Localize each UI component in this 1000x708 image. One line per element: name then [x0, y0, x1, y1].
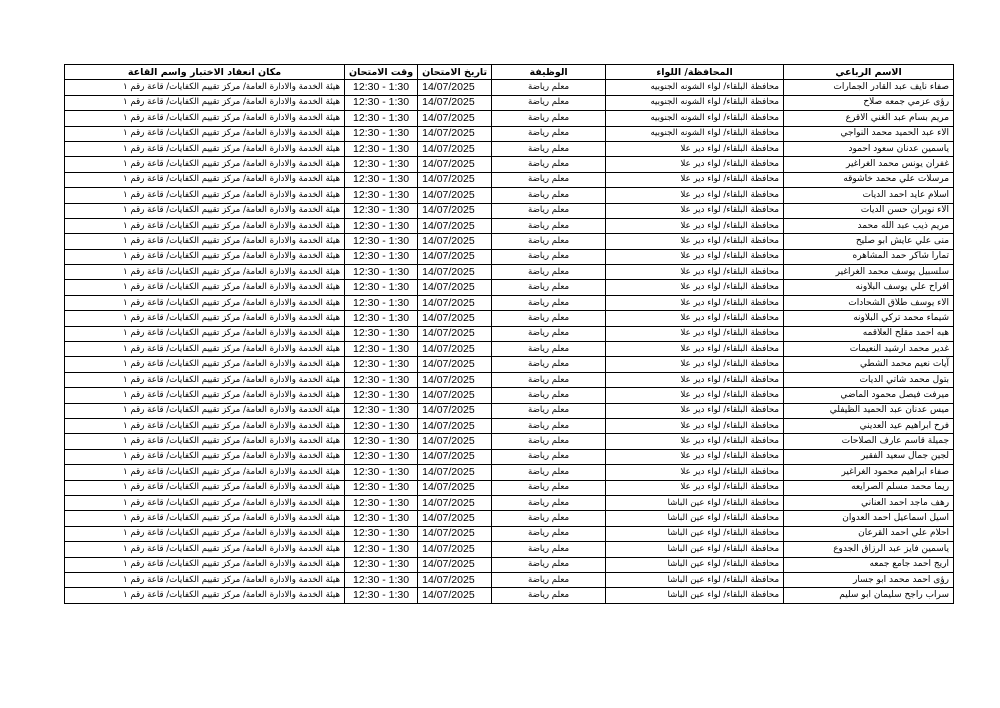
cell-job: معلم رياضة: [492, 234, 606, 249]
table-row: [65, 265, 954, 280]
cell-exam-date: 14/07/2025: [418, 141, 492, 156]
table-row: [65, 95, 954, 110]
cell-name: افراح علي يوسف البلاونه: [784, 280, 954, 295]
cell-exam-time: 12:30 - 1:30: [345, 141, 418, 156]
cell-name: ياسمين عدنان سعود احمود: [784, 141, 954, 156]
table-row: [65, 249, 954, 264]
header-governorate: المحافظة/ اللواء: [606, 65, 784, 80]
cell-job: معلم رياضة: [492, 526, 606, 541]
table-row: [65, 434, 954, 449]
cell-exam-place: هيئة الخدمة والادارة العامة/ مركز تقييم الكفايات/ قاعة رقم ١: [65, 265, 345, 280]
cell-exam-date: 14/07/2025: [418, 542, 492, 557]
cell-job: معلم رياضة: [492, 280, 606, 295]
header-place: مكان انعقاد الاختبار واسم القاعة: [65, 65, 345, 80]
cell-name: مريم ذيب عبد الله محمد: [784, 218, 954, 233]
cell-exam-date: 14/07/2025: [418, 372, 492, 387]
cell-exam-time: 12:30 - 1:30: [345, 172, 418, 187]
cell-job: معلم رياضة: [492, 357, 606, 372]
table-row: [65, 418, 954, 433]
cell-name: لجين جمال سعيد الفقير: [784, 449, 954, 464]
table-row: [65, 588, 954, 603]
cell-exam-time: 12:30 - 1:30: [345, 495, 418, 510]
table-row: [65, 188, 954, 203]
cell-governorate: محافظة البلقاء/ لواء عين الباشا: [606, 588, 784, 603]
cell-exam-date: 14/07/2025: [418, 572, 492, 587]
cell-exam-date: 14/07/2025: [418, 342, 492, 357]
cell-exam-place: هيئة الخدمة والادارة العامة/ مركز تقييم الكفايات/ قاعة رقم ١: [65, 126, 345, 141]
cell-name: فرح ابراهيم عيد العديني: [784, 418, 954, 433]
cell-exam-place: هيئة الخدمة والادارة العامة/ مركز تقييم الكفايات/ قاعة رقم ١: [65, 542, 345, 557]
cell-exam-date: 14/07/2025: [418, 265, 492, 280]
cell-name: اسيل اسماعيل احمد العدوان: [784, 511, 954, 526]
cell-name: مرسلات علي محمد خاشوقه: [784, 172, 954, 187]
cell-name: هبه احمد مقلح العلاقمه: [784, 326, 954, 341]
cell-name: الاء يوسف طلاق الشحادات: [784, 295, 954, 310]
cell-exam-date: 14/07/2025: [418, 588, 492, 603]
cell-exam-place: هيئة الخدمة والادارة العامة/ مركز تقييم الكفايات/ قاعة رقم ١: [65, 403, 345, 418]
cell-exam-date: 14/07/2025: [418, 480, 492, 495]
cell-exam-time: 12:30 - 1:30: [345, 418, 418, 433]
cell-exam-place: هيئة الخدمة والادارة العامة/ مركز تقييم الكفايات/ قاعة رقم ١: [65, 572, 345, 587]
table-row: [65, 480, 954, 495]
cell-exam-place: هيئة الخدمة والادارة العامة/ مركز تقييم الكفايات/ قاعة رقم ١: [65, 511, 345, 526]
cell-name: الاء عبد الحميد محمد النواجي: [784, 126, 954, 141]
table-row: [65, 342, 954, 357]
table-row: [65, 449, 954, 464]
table-row: [65, 157, 954, 172]
cell-exam-time: 12:30 - 1:30: [345, 280, 418, 295]
cell-job: معلم رياضة: [492, 542, 606, 557]
cell-exam-time: 12:30 - 1:30: [345, 157, 418, 172]
table-row: [65, 465, 954, 480]
table-row: [65, 357, 954, 372]
cell-exam-date: 14/07/2025: [418, 557, 492, 572]
table-row: [65, 557, 954, 572]
cell-exam-date: 14/07/2025: [418, 249, 492, 264]
table-row: [65, 388, 954, 403]
cell-governorate: محافظة البلقاء/ لواء دير علا: [606, 342, 784, 357]
cell-exam-time: 12:30 - 1:30: [345, 465, 418, 480]
cell-job: معلم رياضة: [492, 511, 606, 526]
cell-governorate: محافظة البلقاء/ لواء دير علا: [606, 311, 784, 326]
cell-exam-place: هيئة الخدمة والادارة العامة/ مركز تقييم الكفايات/ قاعة رقم ١: [65, 480, 345, 495]
header-date: تاريخ الامتحان: [418, 65, 492, 80]
cell-name: سلسبيل يوسف محمد الغراغير: [784, 265, 954, 280]
cell-exam-place: هيئة الخدمة والادارة العامة/ مركز تقييم الكفايات/ قاعة رقم ١: [65, 295, 345, 310]
cell-job: معلم رياضة: [492, 95, 606, 110]
table-row: [65, 172, 954, 187]
table-row: [65, 495, 954, 510]
cell-exam-time: 12:30 - 1:30: [345, 111, 418, 126]
cell-governorate: محافظة البلقاء/ لواء دير علا: [606, 449, 784, 464]
cell-job: معلم رياضة: [492, 111, 606, 126]
cell-governorate: محافظة البلقاء/ لواء عين الباشا: [606, 542, 784, 557]
cell-governorate: محافظة البلقاء/ لواء دير علا: [606, 295, 784, 310]
cell-governorate: محافظة البلقاء/ لواء دير علا: [606, 388, 784, 403]
cell-name: غفران يونس محمد الغراغير: [784, 157, 954, 172]
cell-exam-time: 12:30 - 1:30: [345, 372, 418, 387]
cell-exam-date: 14/07/2025: [418, 80, 492, 95]
cell-governorate: محافظة البلقاء/ لواء دير علا: [606, 418, 784, 433]
table-row: [65, 295, 954, 310]
cell-name: رؤى عزمي جمعه صلاح: [784, 95, 954, 110]
cell-job: معلم رياضة: [492, 342, 606, 357]
table-row: [65, 372, 954, 387]
cell-exam-time: 12:30 - 1:30: [345, 95, 418, 110]
cell-exam-place: هيئة الخدمة والادارة العامة/ مركز تقييم الكفايات/ قاعة رقم ١: [65, 526, 345, 541]
table-row: [65, 542, 954, 557]
cell-exam-date: 14/07/2025: [418, 326, 492, 341]
cell-governorate: محافظة البلقاء/ لواء دير علا: [606, 434, 784, 449]
header-job: الوظيفة: [492, 65, 606, 80]
cell-exam-date: 14/07/2025: [418, 295, 492, 310]
cell-job: معلم رياضة: [492, 218, 606, 233]
cell-name: رهف ماجد احمد العناني: [784, 495, 954, 510]
cell-name: سراب راجح سليمان ابو سليم: [784, 588, 954, 603]
cell-job: معلم رياضة: [492, 295, 606, 310]
cell-exam-place: هيئة الخدمة والادارة العامة/ مركز تقييم الكفايات/ قاعة رقم ١: [65, 311, 345, 326]
cell-exam-time: 12:30 - 1:30: [345, 588, 418, 603]
cell-exam-date: 14/07/2025: [418, 449, 492, 464]
cell-exam-date: 14/07/2025: [418, 465, 492, 480]
cell-exam-place: هيئة الخدمة والادارة العامة/ مركز تقييم الكفايات/ قاعة رقم ١: [65, 218, 345, 233]
cell-job: معلم رياضة: [492, 465, 606, 480]
cell-exam-time: 12:30 - 1:30: [345, 249, 418, 264]
cell-exam-time: 12:30 - 1:30: [345, 572, 418, 587]
cell-exam-time: 12:30 - 1:30: [345, 265, 418, 280]
cell-exam-time: 12:30 - 1:30: [345, 188, 418, 203]
cell-name: ميس عدنان عبد الحميد الظيفلي: [784, 403, 954, 418]
cell-exam-time: 12:30 - 1:30: [345, 311, 418, 326]
cell-exam-time: 12:30 - 1:30: [345, 342, 418, 357]
cell-job: معلم رياضة: [492, 326, 606, 341]
cell-exam-date: 14/07/2025: [418, 311, 492, 326]
cell-governorate: محافظة البلقاء/ لواء عين الباشا: [606, 572, 784, 587]
cell-exam-place: هيئة الخدمة والادارة العامة/ مركز تقييم الكفايات/ قاعة رقم ١: [65, 388, 345, 403]
cell-exam-place: هيئة الخدمة والادارة العامة/ مركز تقييم الكفايات/ قاعة رقم ١: [65, 172, 345, 187]
cell-job: معلم رياضة: [492, 403, 606, 418]
cell-governorate: محافظة البلقاء/ لواء دير علا: [606, 172, 784, 187]
cell-name: مريم بسام عبد الغني الاقرع: [784, 111, 954, 126]
cell-exam-date: 14/07/2025: [418, 388, 492, 403]
cell-exam-place: هيئة الخدمة والادارة العامة/ مركز تقييم الكفايات/ قاعة رقم ١: [65, 495, 345, 510]
cell-job: معلم رياضة: [492, 80, 606, 95]
cell-exam-place: هيئة الخدمة والادارة العامة/ مركز تقييم الكفايات/ قاعة رقم ١: [65, 141, 345, 156]
cell-exam-place: هيئة الخدمة والادارة العامة/ مركز تقييم الكفايات/ قاعة رقم ١: [65, 157, 345, 172]
cell-exam-time: 12:30 - 1:30: [345, 480, 418, 495]
cell-job: معلم رياضة: [492, 434, 606, 449]
table-row: [65, 326, 954, 341]
exam-schedule-table: [64, 64, 954, 604]
cell-name: ياسمين فايز عبد الرزاق الجدوع: [784, 542, 954, 557]
cell-name: اريج احمد جامع جمعه: [784, 557, 954, 572]
table-row: [65, 280, 954, 295]
cell-exam-time: 12:30 - 1:30: [345, 511, 418, 526]
cell-governorate: محافظة البلقاء/ لواء دير علا: [606, 157, 784, 172]
cell-governorate: محافظة البلقاء/ لواء دير علا: [606, 218, 784, 233]
cell-job: معلم رياضة: [492, 141, 606, 156]
cell-name: اسلام عايد احمد الديات: [784, 188, 954, 203]
cell-job: معلم رياضة: [492, 311, 606, 326]
cell-name: تمارا شاكر حمد المشاهره: [784, 249, 954, 264]
cell-governorate: محافظة البلقاء/ لواء دير علا: [606, 188, 784, 203]
cell-name: ريما محمد مسلم الصرايعه: [784, 480, 954, 495]
cell-exam-place: هيئة الخدمة والادارة العامة/ مركز تقييم الكفايات/ قاعة رقم ١: [65, 588, 345, 603]
cell-governorate: محافظة البلقاء/ لواء الشونه الجنوبيه: [606, 126, 784, 141]
cell-exam-time: 12:30 - 1:30: [345, 388, 418, 403]
cell-exam-date: 14/07/2025: [418, 234, 492, 249]
table-row: [65, 403, 954, 418]
table-row: [65, 311, 954, 326]
cell-name: ميرفت فيصل محمود الماضي: [784, 388, 954, 403]
cell-governorate: محافظة البلقاء/ لواء الشونه الجنوبيه: [606, 111, 784, 126]
cell-job: معلم رياضة: [492, 572, 606, 587]
table-row: [65, 111, 954, 126]
cell-job: معلم رياضة: [492, 388, 606, 403]
cell-exam-place: هيئة الخدمة والادارة العامة/ مركز تقييم الكفايات/ قاعة رقم ١: [65, 203, 345, 218]
cell-exam-date: 14/07/2025: [418, 218, 492, 233]
cell-exam-time: 12:30 - 1:30: [345, 326, 418, 341]
cell-name: جميلة قاسم عارف الصلاحات: [784, 434, 954, 449]
cell-exam-time: 12:30 - 1:30: [345, 234, 418, 249]
cell-job: معلم رياضة: [492, 588, 606, 603]
table-row: [65, 141, 954, 156]
cell-exam-date: 14/07/2025: [418, 357, 492, 372]
table-row: [65, 234, 954, 249]
cell-exam-place: هيئة الخدمة والادارة العامة/ مركز تقييم الكفايات/ قاعة رقم ١: [65, 449, 345, 464]
cell-exam-place: هيئة الخدمة والادارة العامة/ مركز تقييم الكفايات/ قاعة رقم ١: [65, 342, 345, 357]
cell-job: معلم رياضة: [492, 249, 606, 264]
cell-name: رؤى احمد محمد ابو جسار: [784, 572, 954, 587]
cell-governorate: محافظة البلقاء/ لواء دير علا: [606, 141, 784, 156]
cell-exam-place: هيئة الخدمة والادارة العامة/ مركز تقييم الكفايات/ قاعة رقم ١: [65, 234, 345, 249]
cell-exam-date: 14/07/2025: [418, 203, 492, 218]
cell-exam-time: 12:30 - 1:30: [345, 203, 418, 218]
cell-exam-place: هيئة الخدمة والادارة العامة/ مركز تقييم الكفايات/ قاعة رقم ١: [65, 326, 345, 341]
cell-governorate: محافظة البلقاء/ لواء عين الباشا: [606, 526, 784, 541]
table-row: [65, 511, 954, 526]
cell-exam-time: 12:30 - 1:30: [345, 449, 418, 464]
cell-exam-time: 12:30 - 1:30: [345, 434, 418, 449]
table-row: [65, 572, 954, 587]
cell-governorate: محافظة البلقاء/ لواء دير علا: [606, 326, 784, 341]
cell-exam-place: هيئة الخدمة والادارة العامة/ مركز تقييم الكفايات/ قاعة رقم ١: [65, 418, 345, 433]
cell-exam-time: 12:30 - 1:30: [345, 557, 418, 572]
cell-exam-time: 12:30 - 1:30: [345, 357, 418, 372]
cell-name: صفاء ابراهيم محمود الغراغير: [784, 465, 954, 480]
header-name: الاسم الرباعي: [784, 65, 954, 80]
cell-governorate: محافظة البلقاء/ لواء عين الباشا: [606, 495, 784, 510]
table-row: [65, 526, 954, 541]
cell-exam-place: هيئة الخدمة والادارة العامة/ مركز تقييم الكفايات/ قاعة رقم ١: [65, 557, 345, 572]
cell-exam-date: 14/07/2025: [418, 434, 492, 449]
cell-exam-date: 14/07/2025: [418, 526, 492, 541]
cell-name: آيات نعيم محمد الشطي: [784, 357, 954, 372]
cell-name: شيماء محمد تركي البلاونه: [784, 311, 954, 326]
cell-exam-place: هيئة الخدمة والادارة العامة/ مركز تقييم الكفايات/ قاعة رقم ١: [65, 280, 345, 295]
cell-governorate: محافظة البلقاء/ لواء دير علا: [606, 465, 784, 480]
table-row: [65, 80, 954, 95]
cell-exam-place: هيئة الخدمة والادارة العامة/ مركز تقييم الكفايات/ قاعة رقم ١: [65, 80, 345, 95]
cell-exam-date: 14/07/2025: [418, 280, 492, 295]
cell-governorate: محافظة البلقاء/ لواء دير علا: [606, 265, 784, 280]
cell-exam-date: 14/07/2025: [418, 188, 492, 203]
cell-job: معلم رياضة: [492, 126, 606, 141]
cell-exam-place: هيئة الخدمة والادارة العامة/ مركز تقييم الكفايات/ قاعة رقم ١: [65, 95, 345, 110]
cell-exam-date: 14/07/2025: [418, 511, 492, 526]
cell-governorate: محافظة البلقاء/ لواء دير علا: [606, 203, 784, 218]
cell-exam-time: 12:30 - 1:30: [345, 218, 418, 233]
cell-name: بتول محمد شاتي الديات: [784, 372, 954, 387]
cell-exam-time: 12:30 - 1:30: [345, 295, 418, 310]
header-row: [65, 65, 954, 80]
cell-name: الاء نوبران حسن الديات: [784, 203, 954, 218]
table-row: [65, 203, 954, 218]
cell-exam-time: 12:30 - 1:30: [345, 126, 418, 141]
cell-name: منى علي عايش ابو صليح: [784, 234, 954, 249]
cell-governorate: محافظة البلقاء/ لواء دير علا: [606, 280, 784, 295]
cell-name: غدير محمد ارشيد النعيمات: [784, 342, 954, 357]
header-time: وقت الامتحان: [345, 65, 418, 80]
cell-job: معلم رياضة: [492, 557, 606, 572]
cell-exam-place: هيئة الخدمة والادارة العامة/ مركز تقييم الكفايات/ قاعة رقم ١: [65, 249, 345, 264]
table-row: [65, 218, 954, 233]
cell-exam-date: 14/07/2025: [418, 418, 492, 433]
cell-name: احلام علي احمد القرعان: [784, 526, 954, 541]
cell-governorate: محافظة البلقاء/ لواء دير علا: [606, 234, 784, 249]
cell-job: معلم رياضة: [492, 265, 606, 280]
cell-name: صفاء نايف عبد القادر الجمارات: [784, 80, 954, 95]
cell-governorate: محافظة البلقاء/ لواء الشونه الجنوبيه: [606, 95, 784, 110]
cell-exam-place: هيئة الخدمة والادارة العامة/ مركز تقييم الكفايات/ قاعة رقم ١: [65, 465, 345, 480]
cell-job: معلم رياضة: [492, 157, 606, 172]
cell-exam-date: 14/07/2025: [418, 495, 492, 510]
exam-schedule-sheet: [64, 64, 954, 604]
cell-governorate: محافظة البلقاء/ لواء عين الباشا: [606, 557, 784, 572]
cell-exam-date: 14/07/2025: [418, 157, 492, 172]
cell-exam-place: هيئة الخدمة والادارة العامة/ مركز تقييم الكفايات/ قاعة رقم ١: [65, 357, 345, 372]
cell-job: معلم رياضة: [492, 372, 606, 387]
cell-job: معلم رياضة: [492, 188, 606, 203]
cell-governorate: محافظة البلقاء/ لواء دير علا: [606, 372, 784, 387]
cell-governorate: محافظة البلقاء/ لواء عين الباشا: [606, 511, 784, 526]
cell-governorate: محافظة البلقاء/ لواء دير علا: [606, 403, 784, 418]
cell-exam-time: 12:30 - 1:30: [345, 526, 418, 541]
cell-governorate: محافظة البلقاء/ لواء دير علا: [606, 249, 784, 264]
cell-exam-date: 14/07/2025: [418, 111, 492, 126]
cell-exam-time: 12:30 - 1:30: [345, 403, 418, 418]
cell-exam-time: 12:30 - 1:30: [345, 80, 418, 95]
cell-job: معلم رياضة: [492, 172, 606, 187]
cell-exam-place: هيئة الخدمة والادارة العامة/ مركز تقييم الكفايات/ قاعة رقم ١: [65, 111, 345, 126]
cell-governorate: محافظة البلقاء/ لواء الشونه الجنوبيه: [606, 80, 784, 95]
cell-exam-date: 14/07/2025: [418, 95, 492, 110]
cell-exam-place: هيئة الخدمة والادارة العامة/ مركز تقييم الكفايات/ قاعة رقم ١: [65, 434, 345, 449]
cell-exam-date: 14/07/2025: [418, 172, 492, 187]
cell-exam-place: هيئة الخدمة والادارة العامة/ مركز تقييم الكفايات/ قاعة رقم ١: [65, 188, 345, 203]
table-row: [65, 126, 954, 141]
cell-governorate: محافظة البلقاء/ لواء دير علا: [606, 480, 784, 495]
cell-exam-place: هيئة الخدمة والادارة العامة/ مركز تقييم الكفايات/ قاعة رقم ١: [65, 372, 345, 387]
cell-job: معلم رياضة: [492, 495, 606, 510]
cell-job: معلم رياضة: [492, 480, 606, 495]
cell-job: معلم رياضة: [492, 418, 606, 433]
cell-exam-date: 14/07/2025: [418, 403, 492, 418]
cell-job: معلم رياضة: [492, 449, 606, 464]
cell-job: معلم رياضة: [492, 203, 606, 218]
cell-exam-date: 14/07/2025: [418, 126, 492, 141]
cell-governorate: محافظة البلقاء/ لواء دير علا: [606, 357, 784, 372]
cell-exam-time: 12:30 - 1:30: [345, 542, 418, 557]
